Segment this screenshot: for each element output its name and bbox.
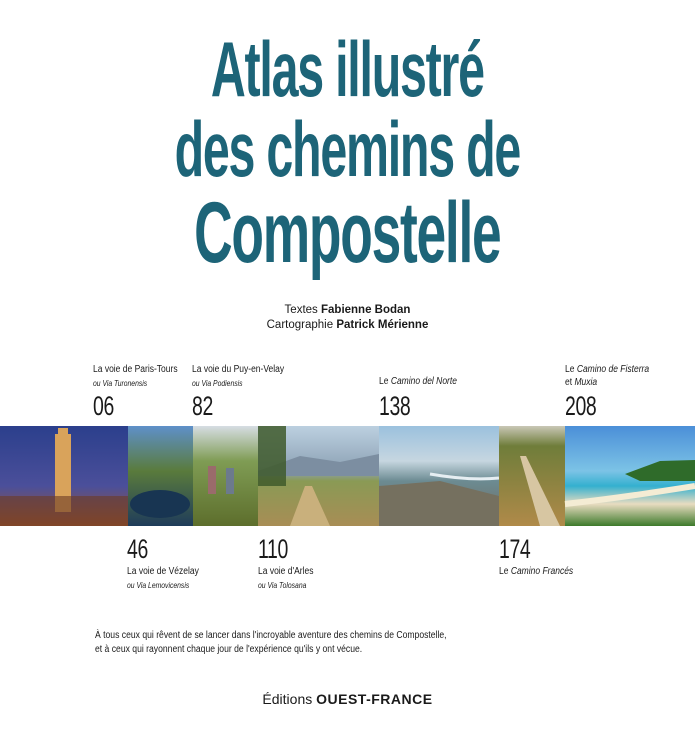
mountain-path-photo	[258, 426, 379, 526]
carto-label: Cartographie	[266, 319, 334, 331]
carto-author: Patrick Mérienne	[336, 319, 429, 331]
route-fisterra-prefix: Le	[565, 364, 575, 375]
route-fisterra-label-2	[565, 377, 597, 389]
night-tower-photo	[0, 426, 128, 526]
field-path-photo	[499, 426, 565, 526]
route-fisterra-name: Camino de Fisterra	[576, 364, 650, 375]
coast-rocks-photo	[379, 426, 499, 526]
route-paris-tours-label: La voie de Paris-Tours	[93, 364, 178, 375]
dedication	[95, 629, 447, 657]
route-frances-label	[499, 566, 573, 578]
carto-credit	[0, 318, 695, 333]
route-vezelay-sub: ou Via Lemovicensis	[127, 581, 190, 590]
route-frances-page: 174	[499, 534, 531, 564]
credits	[0, 303, 695, 333]
texts-label: Textes	[284, 304, 318, 316]
route-puy-sub: ou Via Podiensis	[192, 379, 243, 388]
dedication-line-1: À tous ceux qui rêvent de se lancer dans l'incroyable aventure des chemins de Compostelle,	[95, 630, 447, 641]
route-fisterra-label	[565, 364, 649, 376]
route-vezelay-page: 46	[127, 534, 148, 564]
route-frances-prefix: Le	[499, 566, 509, 577]
dedication-line-2: et à ceux qui rayonnent chaque jour de l'expérience qu'ils y ont vécue.	[95, 644, 363, 655]
route-fisterra-prefix-2: et	[565, 377, 573, 388]
publisher-prefix: Éditions	[262, 691, 313, 707]
texts-author: Fabienne Bodan	[321, 304, 411, 316]
route-vezelay-label: La voie de Vézelay	[127, 566, 199, 577]
photo-strip	[0, 426, 695, 526]
route-frances-name: Camino Francés	[510, 566, 574, 577]
route-arles-page: 110	[258, 534, 288, 564]
beach-photo	[565, 426, 695, 526]
title-line-1: Atlas illustré	[210, 25, 484, 113]
route-paris-tours-page: 06	[93, 391, 114, 421]
route-paris-tours-sub: ou Via Turonensis	[93, 379, 148, 388]
texts-credit	[0, 303, 695, 318]
river-castle-photo	[128, 426, 193, 526]
route-norte-page: 138	[379, 391, 411, 421]
publisher	[0, 691, 695, 707]
route-puy-page: 82	[192, 391, 213, 421]
route-arles-label: La voie d'Arles	[258, 566, 314, 577]
title-line-3: Compostelle	[194, 185, 501, 281]
route-arles-sub: ou Via Tolosana	[258, 581, 307, 590]
hikers-photo	[193, 426, 258, 526]
title-line-2: des chemins de	[174, 105, 521, 193]
publisher-brand: OUEST-FRANCE	[316, 691, 433, 707]
route-norte-prefix: Le	[379, 376, 389, 387]
route-muxia-name: Muxia	[574, 377, 598, 388]
route-fisterra-page: 208	[565, 391, 597, 421]
route-puy-label: La voie du Puy-en-Velay	[192, 364, 285, 375]
route-norte-label	[379, 376, 457, 388]
route-norte-name: Camino del Norte	[390, 376, 457, 387]
